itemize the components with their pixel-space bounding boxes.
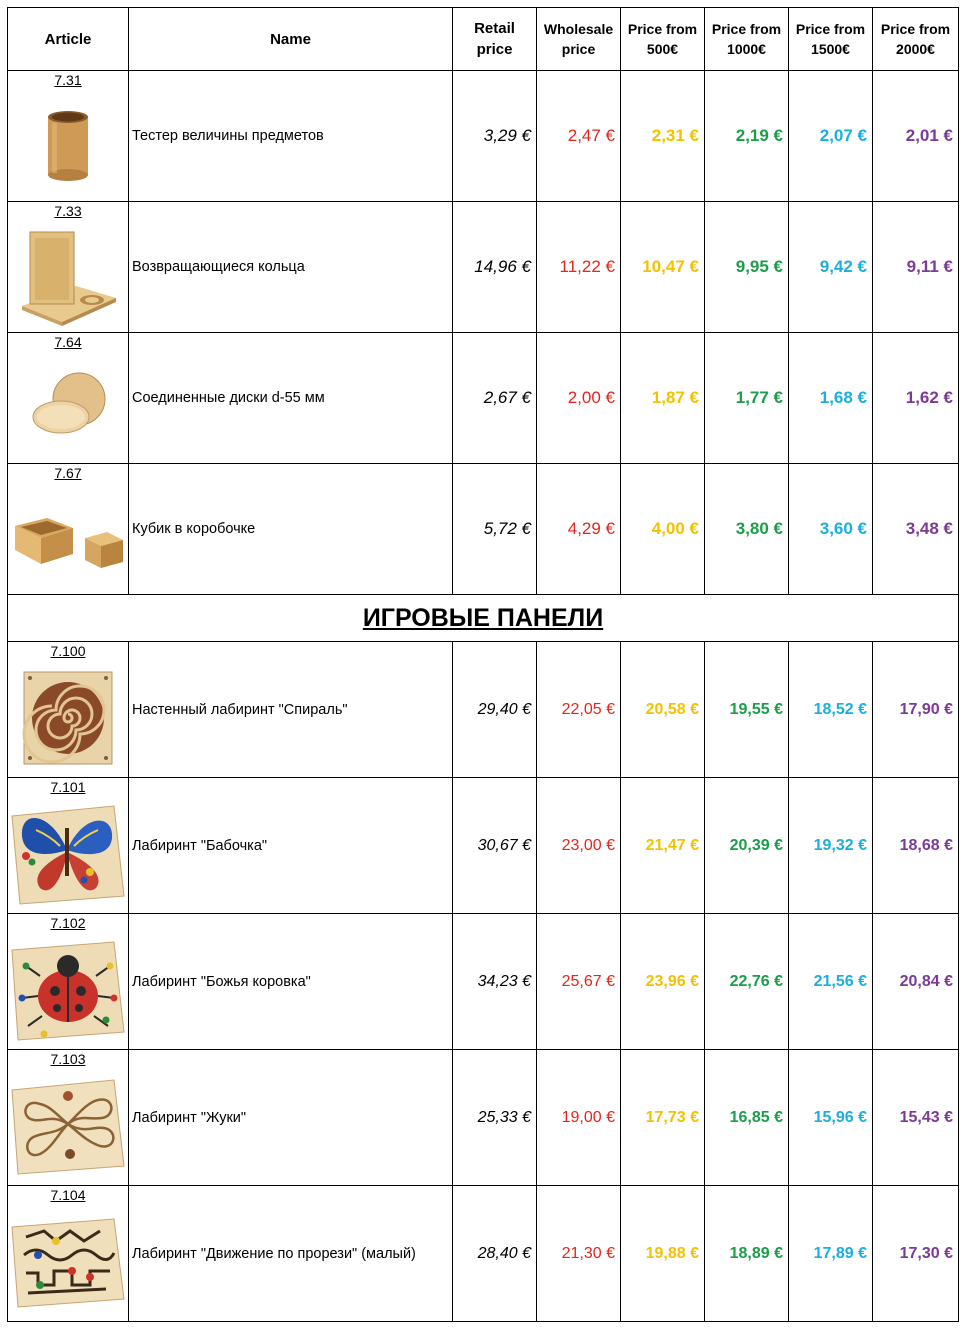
price-2000: 2,01 € <box>873 71 959 202</box>
header-article: Article <box>8 8 129 71</box>
price-1500: 21,56 € <box>789 914 873 1050</box>
article-code[interactable]: 7.103 <box>50 1051 86 1067</box>
wholesale-price: 19,00 € <box>537 1050 621 1186</box>
article-cell <box>8 333 129 464</box>
table-row <box>8 71 959 202</box>
header-price-500: Price from 500€ <box>621 8 705 71</box>
price-1000: 2,19 € <box>705 71 789 202</box>
bugs-maze-icon <box>10 1070 126 1182</box>
wholesale-price: 25,67 € <box>537 914 621 1050</box>
table-row <box>8 333 959 464</box>
header-price-2000: Price from 2000€ <box>873 8 959 71</box>
table-row <box>8 642 959 778</box>
price-500: 20,58 € <box>621 642 705 778</box>
price-1000: 18,89 € <box>705 1186 789 1322</box>
price-500: 4,00 € <box>621 464 705 595</box>
price-500: 10,47 € <box>621 202 705 333</box>
price-1500: 19,32 € <box>789 778 873 914</box>
wholesale-price: 2,47 € <box>537 71 621 202</box>
product-name: Тестер величины предметов <box>129 71 453 202</box>
price-1500: 18,52 € <box>789 642 873 778</box>
article-code[interactable]: 7.31 <box>54 72 82 88</box>
wholesale-price: 4,29 € <box>537 464 621 595</box>
retail-price: 14,96 € <box>453 202 537 333</box>
wholesale-price: 23,00 € <box>537 778 621 914</box>
price-2000: 1,62 € <box>873 333 959 464</box>
retail-price: 2,67 € <box>453 333 537 464</box>
price-1500: 3,60 € <box>789 464 873 595</box>
table-row <box>8 464 959 595</box>
product-name: Кубик в коробочке <box>129 464 453 595</box>
table-row <box>8 1186 959 1322</box>
header-retail: Retail price <box>453 8 537 71</box>
article-cell <box>8 642 129 778</box>
price-1000: 16,85 € <box>705 1050 789 1186</box>
article-code[interactable]: 7.64 <box>54 334 82 350</box>
table-row <box>8 778 959 914</box>
price-500: 17,73 € <box>621 1050 705 1186</box>
butterfly-maze-icon <box>10 798 126 910</box>
article-cell <box>8 914 129 1050</box>
article-code[interactable]: 7.100 <box>50 643 86 659</box>
cube-in-box-icon <box>10 484 126 591</box>
retail-price: 3,29 € <box>453 71 537 202</box>
table-row <box>8 202 959 333</box>
section-row <box>8 595 959 642</box>
price-500: 19,88 € <box>621 1186 705 1322</box>
article-cell <box>8 202 129 333</box>
article-cell <box>8 1186 129 1322</box>
product-name: Лабиринт "Божья коровка" <box>129 914 453 1050</box>
retail-price: 30,67 € <box>453 778 537 914</box>
product-name: Соединенные диски d-55 мм <box>129 333 453 464</box>
retail-price: 28,40 € <box>453 1186 537 1322</box>
wooden-ring-stand-icon <box>10 222 126 329</box>
price-1000: 20,39 € <box>705 778 789 914</box>
price-2000: 18,68 € <box>873 778 959 914</box>
header-row <box>8 8 959 71</box>
price-500: 1,87 € <box>621 333 705 464</box>
price-1000: 9,95 € <box>705 202 789 333</box>
retail-price: 25,33 € <box>453 1050 537 1186</box>
price-500: 21,47 € <box>621 778 705 914</box>
product-name: Лабиринт "Жуки" <box>129 1050 453 1186</box>
price-2000: 9,11 € <box>873 202 959 333</box>
spiral-maze-icon <box>10 662 126 774</box>
ladybug-maze-icon <box>10 934 126 1046</box>
article-code[interactable]: 7.104 <box>50 1187 86 1203</box>
section-title: ИГРОВЫЕ ПАНЕЛИ <box>8 595 959 642</box>
header-wholesale: Wholesale price <box>537 8 621 71</box>
price-1000: 22,76 € <box>705 914 789 1050</box>
price-2000: 17,90 € <box>873 642 959 778</box>
price-1500: 1,68 € <box>789 333 873 464</box>
header-name: Name <box>129 8 453 71</box>
wholesale-price: 21,30 € <box>537 1186 621 1322</box>
article-code[interactable]: 7.33 <box>54 203 82 219</box>
product-name: Лабиринт "Движение по прорези" (малый) <box>129 1186 453 1322</box>
table-row <box>8 914 959 1050</box>
price-1500: 15,96 € <box>789 1050 873 1186</box>
price-1500: 9,42 € <box>789 202 873 333</box>
price-1000: 3,80 € <box>705 464 789 595</box>
wooden-cylinder-icon <box>10 91 126 198</box>
wholesale-price: 2,00 € <box>537 333 621 464</box>
article-code[interactable]: 7.67 <box>54 465 82 481</box>
price-500: 23,96 € <box>621 914 705 1050</box>
price-2000: 15,43 € <box>873 1050 959 1186</box>
product-name: Настенный лабиринт "Спираль" <box>129 642 453 778</box>
header-price-1500: Price from 1500€ <box>789 8 873 71</box>
article-code[interactable]: 7.102 <box>50 915 86 931</box>
article-cell <box>8 464 129 595</box>
product-name: Возвращающиеся кольца <box>129 202 453 333</box>
price-1500: 17,89 € <box>789 1186 873 1322</box>
slot-maze-icon <box>10 1206 126 1318</box>
article-cell <box>8 71 129 202</box>
retail-price: 5,72 € <box>453 464 537 595</box>
header-price-1000: Price from 1000€ <box>705 8 789 71</box>
price-1000: 19,55 € <box>705 642 789 778</box>
wholesale-price: 11,22 € <box>537 202 621 333</box>
price-2000: 3,48 € <box>873 464 959 595</box>
table-row <box>8 1050 959 1186</box>
wooden-discs-icon <box>10 353 126 460</box>
price-1000: 1,77 € <box>705 333 789 464</box>
product-name: Лабиринт "Бабочка" <box>129 778 453 914</box>
price-table <box>7 7 959 1322</box>
article-cell <box>8 1050 129 1186</box>
price-1500: 2,07 € <box>789 71 873 202</box>
retail-price: 29,40 € <box>453 642 537 778</box>
price-2000: 20,84 € <box>873 914 959 1050</box>
article-cell <box>8 778 129 914</box>
retail-price: 34,23 € <box>453 914 537 1050</box>
wholesale-price: 22,05 € <box>537 642 621 778</box>
article-code[interactable]: 7.101 <box>50 779 86 795</box>
price-2000: 17,30 € <box>873 1186 959 1322</box>
price-500: 2,31 € <box>621 71 705 202</box>
